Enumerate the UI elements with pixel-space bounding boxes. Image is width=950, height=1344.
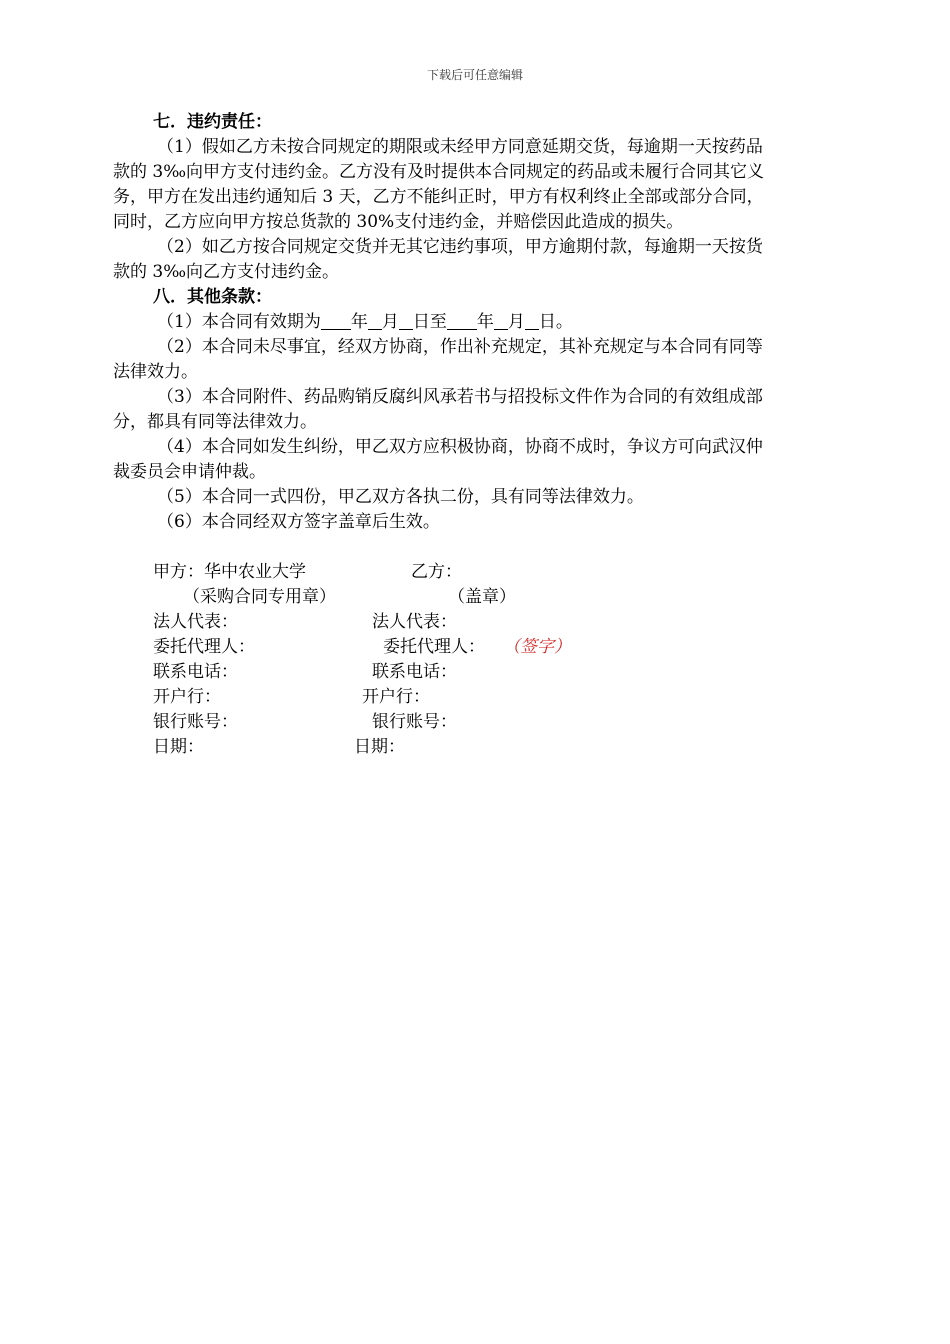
end-year-blank: [447, 311, 477, 330]
seal-a-label: （采购合同专用章）: [183, 587, 336, 607]
date-a-label: 日期：: [153, 737, 204, 757]
section-7-p1-line-1: （1）假如乙方未按合同规定的期限或未经甲方同意延期交货，每逾期一天按药品: [157, 137, 763, 157]
section-8-item-5: （5）本合同一式四份，甲乙双方各执二份，具有同等法律效力。: [157, 487, 644, 507]
header-note: 下载后可任意编辑: [426, 68, 523, 82]
section-8-item-2-line-1: （2）本合同未尽事宜，经双方协商，作出补充规定，其补充规定与本合同有同等: [157, 337, 763, 357]
rep-a-label: 法人代表：: [153, 612, 238, 632]
signature-row-party: [113, 560, 848, 585]
signature-row-bank: [113, 685, 848, 710]
party-a-label: 甲方：华中农业大学: [153, 562, 306, 582]
signature-row-agent: [113, 635, 848, 660]
phone-b-label: 联系电话：: [372, 662, 457, 682]
section-7-p1-line-2: 款的 3‰向甲方支付违约金。乙方没有及时提供本合同规定的药品或未履行合同其它义: [113, 162, 765, 182]
end-day-label: 日。: [538, 312, 573, 332]
day-to-label: 日至: [412, 312, 447, 332]
signature-row-account: [113, 710, 848, 735]
month-blank: [368, 311, 382, 330]
rep-b-label: 法人代表：: [372, 612, 457, 632]
end-month-label: 月: [507, 312, 525, 332]
account-b-label: 银行账号：: [372, 712, 457, 732]
account-a-label: 银行账号：: [153, 712, 238, 732]
section-8-item-4-line-2: 裁委员会申请仲裁。: [113, 462, 266, 482]
section-8-item-3-line-2: 分，都具有同等法律效力。: [113, 412, 317, 432]
end-year-label: 年: [476, 312, 494, 332]
party-b-label: 乙方：: [411, 562, 462, 582]
spacer: [113, 535, 848, 560]
year-label: 年: [350, 312, 368, 332]
contract-body: [113, 110, 848, 760]
section-7-p1-line-4: 同时，乙方应向甲方按总货款的 30%支付违约金，并赔偿因此造成的损失。: [113, 212, 684, 232]
signature-row-date: [113, 735, 848, 760]
day-blank: [399, 311, 413, 330]
sign-note: （签字）: [503, 637, 571, 657]
agent-b-label: 委托代理人：: [383, 637, 485, 657]
phone-a-label: 联系电话：: [153, 662, 238, 682]
seal-b-label: （盖章）: [448, 587, 516, 607]
signature-row-seal: [113, 585, 848, 610]
section-8-title: 八．其他条款：: [153, 287, 272, 307]
agent-a-label: 委托代理人：: [153, 637, 255, 657]
section-8-item-2-line-2: 法律效力。: [113, 362, 198, 382]
section-7-p1-line-3: 务，甲方在发出违约通知后 3 天，乙方不能纠正时，甲方有权利终止全部或部分合同，: [113, 187, 764, 207]
signature-row-phone: [113, 660, 848, 685]
section-7-title: 七．违约责任：: [153, 112, 272, 132]
item-1-prefix: （1）本合同有效期为: [157, 312, 321, 332]
year-blank: [321, 311, 351, 330]
month-label: 月: [381, 312, 399, 332]
bank-b-label: 开户行：: [362, 687, 430, 707]
end-month-blank: [494, 311, 508, 330]
section-7-p2-line-2: 款的 3‰向乙方支付违约金。: [113, 262, 340, 282]
signature-row-rep: [113, 610, 848, 635]
section-8-item-4-line-1: （4）本合同如发生纠纷，甲乙双方应积极协商，协商不成时，争议方可向武汉仲: [157, 437, 763, 457]
bank-a-label: 开户行：: [153, 687, 221, 707]
section-8-item-1: [113, 310, 848, 335]
section-8-item-6: （6）本合同经双方签字盖章后生效。: [157, 512, 440, 532]
end-day-blank: [525, 311, 539, 330]
section-8-item-3-line-1: （3）本合同附件、药品购销反腐纠风承若书与招投标文件作为合同的有效组成部: [157, 387, 763, 407]
date-b-label: 日期：: [354, 737, 405, 757]
section-7-p2-line-1: （2）如乙方按合同规定交货并无其它违约事项，甲方逾期付款，每逾期一天按货: [157, 237, 763, 257]
